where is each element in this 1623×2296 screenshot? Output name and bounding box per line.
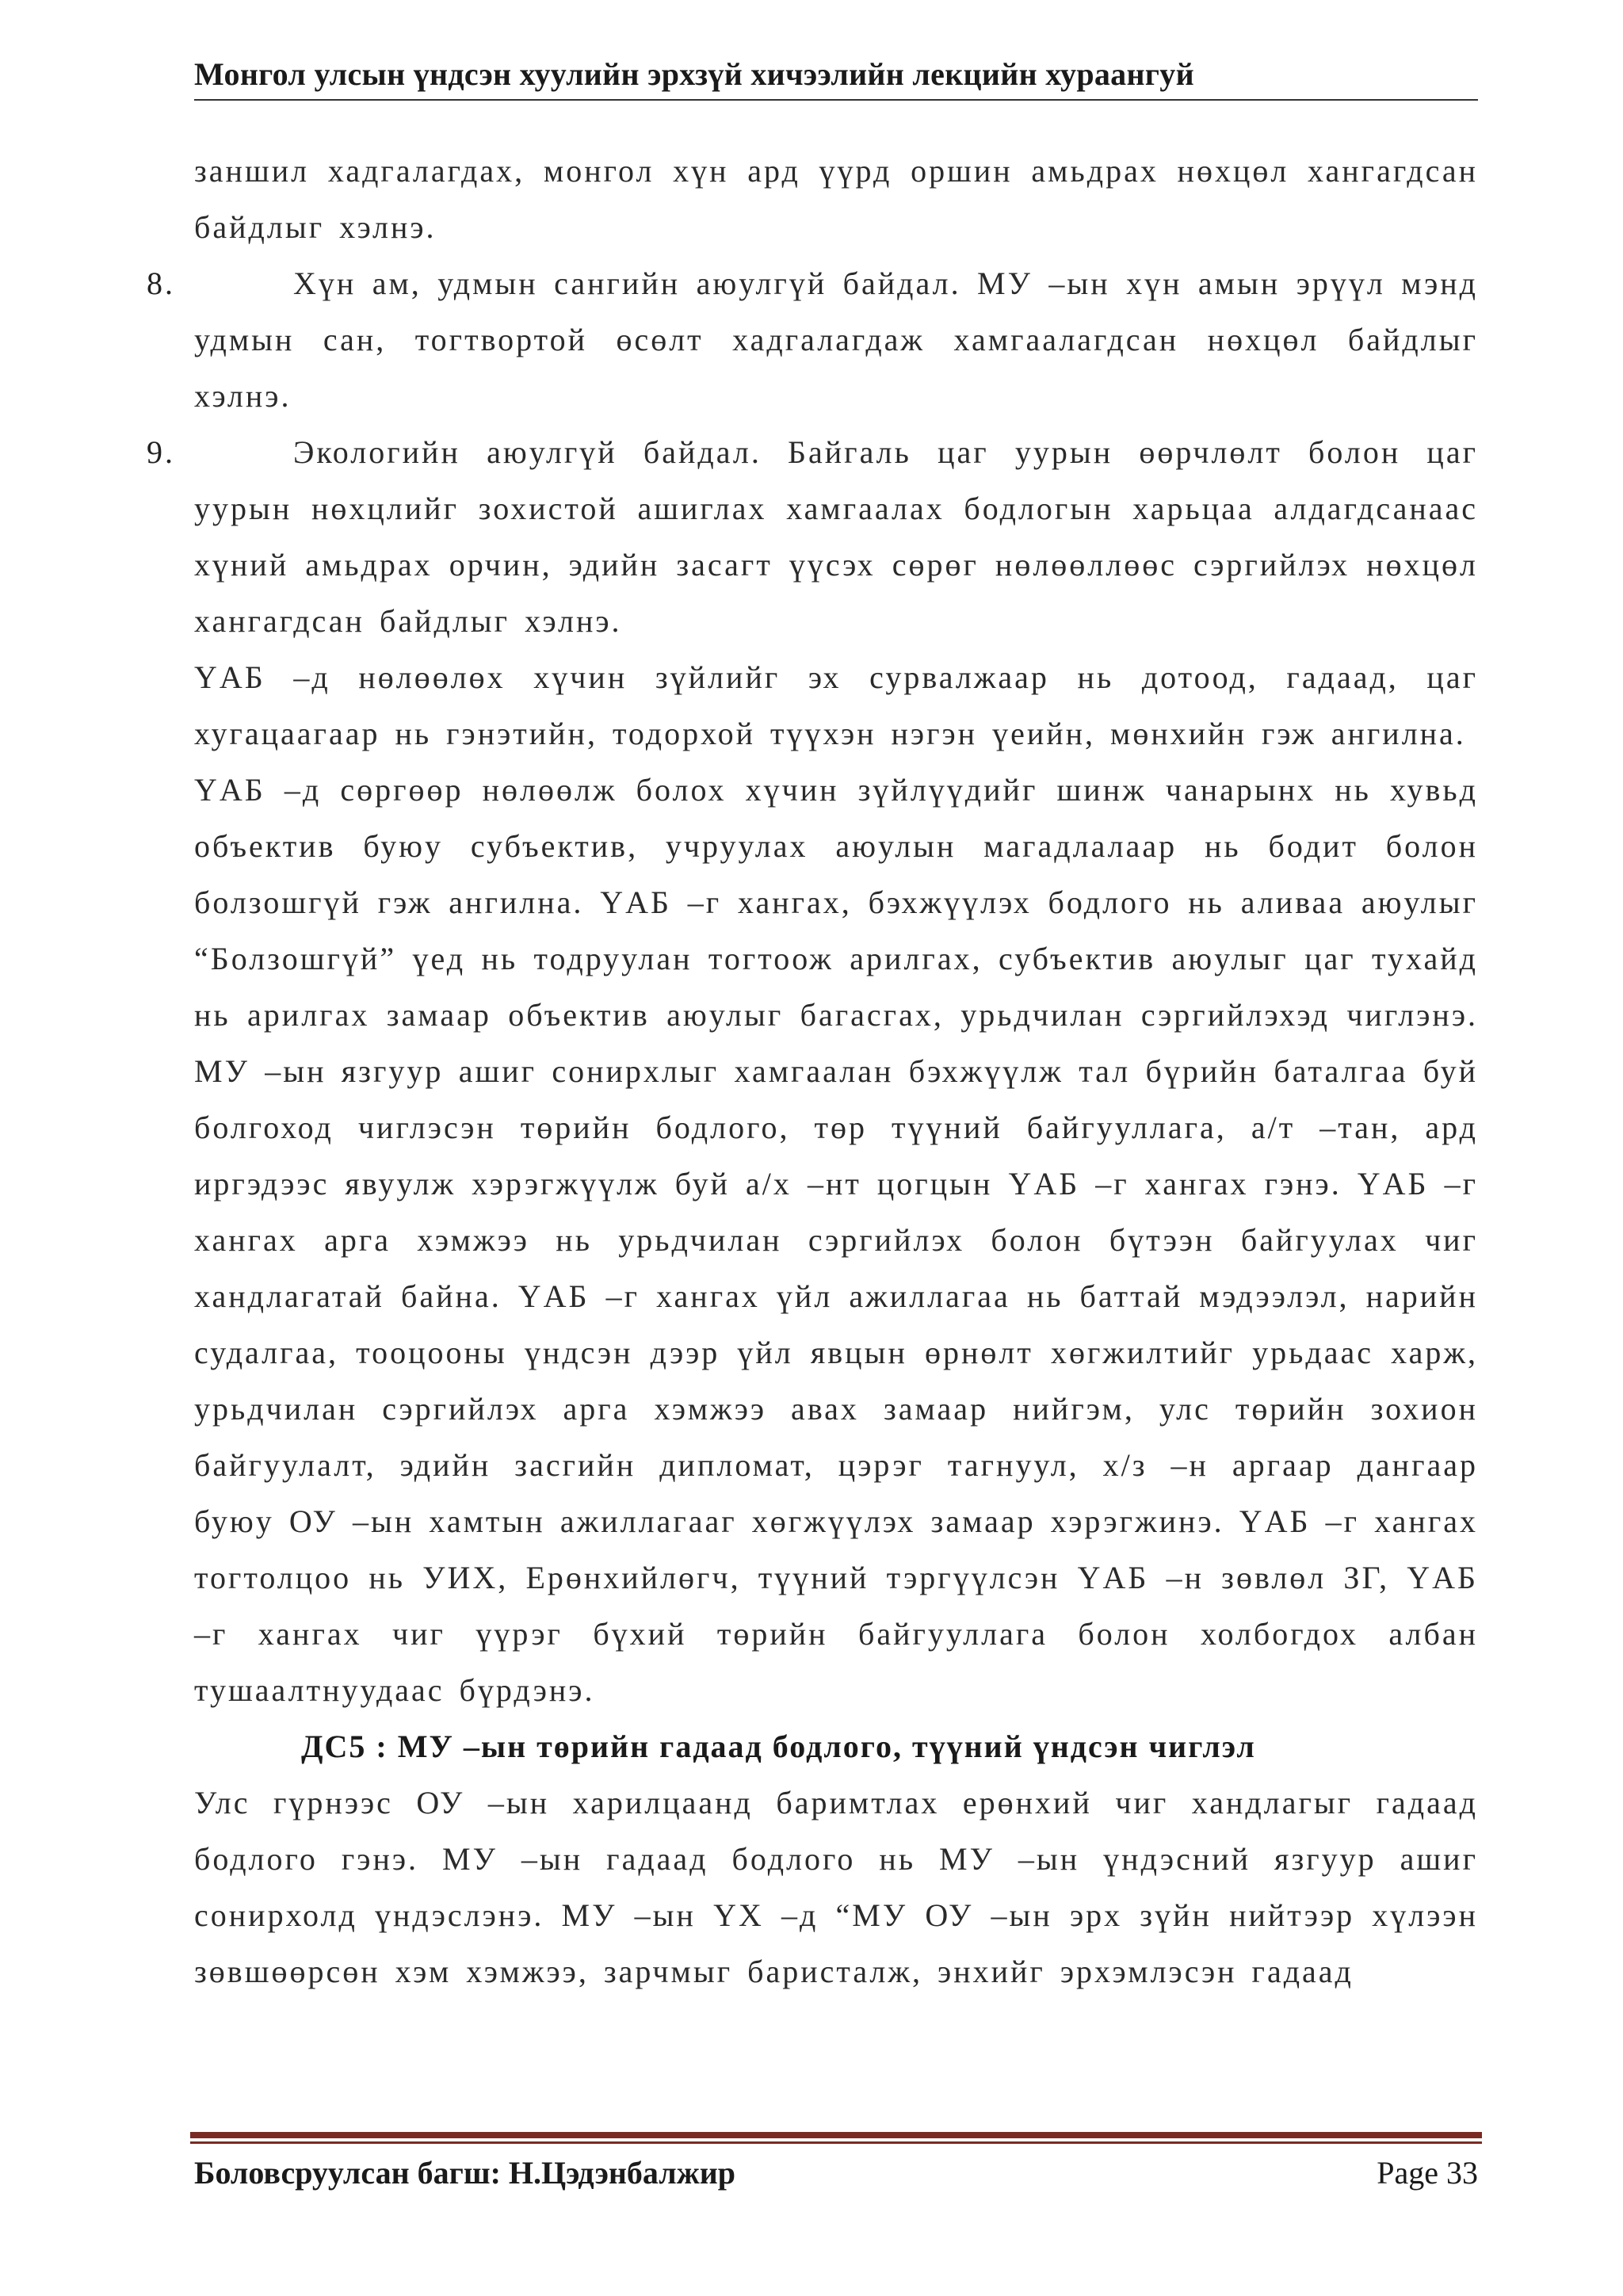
footer-author: Боловсруулсан багш: Н.Цэдэнбалжир [194, 2155, 736, 2191]
list-item-9 [147, 424, 1478, 649]
list-item-text: Хүн ам, удмын сангийн аюулгүй байдал. МУ –ын хүн амын эрүүл мэнд удмын сан, тогтвортой өсөлт хадгалагдаж хамгаалагдсан нөхцөл байдлыг хэлнэ. [194, 266, 1478, 414]
list-item-number: 8. [147, 266, 175, 301]
section-heading: ДС5 : МУ –ын төрийн гадаад бодлого, түүний үндсэн чиглэл [301, 1729, 1256, 1764]
list-item-8 [147, 255, 1478, 424]
page-header [194, 55, 1478, 101]
list-item-number: 9. [147, 434, 175, 470]
footer-divider-thin [190, 2141, 1482, 2144]
footer-divider [190, 2132, 1482, 2138]
paragraph-continuation: заншил хадгалагдах, монгол хүн ард үүрд оршин амьдрах нөхцөл хангагдсан байдлыг хэлнэ. [194, 153, 1478, 245]
paragraph-foreign-policy: Улс гүрнээс ОУ –ын харилцаанд баримтлах ерөнхий чиг хандлагыг гадаад бодлого гэнэ. МУ –ын гадаад бодлого нь МУ –ын үндэсний язгуур ашиг сонирхолд үндэслэнэ. МУ –ын ҮХ –д “МУ ОУ –ын эрх зүйн нийтээр хүлээн зөвшөөрсөн хэм хэмжээ, зарчмыг баристалж, энхийг эрхэмлэсэн гадаад [194, 1785, 1478, 1989]
header-title: Монгол улсын үндсэн хуулийн эрхзүй хичээлийн лекцийн хураангуй [194, 56, 1194, 92]
paragraph-negative-factors: ҮАБ –д сөргөөр нөлөөлж болох хүчин зүйлүүдийг шинж чанарынх нь хувьд объектив буюу субъектив, учруулах аюулын магадлалаар нь бодит болон болзошгүй гэж ангилна. ҮАБ –г хангах, бэхжүүлэх бодлого нь аливаа аюулыг “Болзошгүй” үед нь тодруулан тогтоож арилгах, субъектив аюулыг цаг тухайд нь арилгах замаар объектив аюулыг багасгах, урьдчилан сэргийлэхэд чиглэнэ. МУ –ын язгуур ашиг сонирхлыг хамгаалан бэхжүүлж тал бүрийн баталгаа буй болгоход чиглэсэн төрийн бодлого, төр түүний байгууллага, а/т –тан, ард иргэдээс явуулж хэрэгжүүлж буй а/х –нт цогцын ҮАБ –г хангах гэнэ. ҮАБ –г хангах арга хэмжээ нь урьдчилан сэргийлэх болон бүтээн байгуулах чиг хандлагатай байна. ҮАБ –г хангах үйл ажиллагаа нь баттай мэдээлэл, нарийн судалгаа, тооцооны үндсэн дээр үйл явцын өрнөлт хөгжилтийг урьдаас харж, урьдчилан сэргийлэх арга хэмжээ авах замаар нийгэм, улс төрийн зохион байгуулалт, эдийн засгийн дипломат, цэрэг тагнуул, х/з –н аргаар дангаар буюу ОУ –ын хамтын ажиллагааг хөгжүүлэх замаар хэрэгжинэ. ҮАБ –г хангах тогтолцоо нь УИХ, Ерөнхийлөгч, түүний тэргүүлсэн ҮАБ –н зөвлөл ЗГ, ҮАБ –г хангах чиг үүрэг бүхий төрийн байгууллага болон холбогдох албан тушаалтнуудаас бүрдэнэ. [194, 772, 1478, 1708]
document-body [147, 143, 1478, 2000]
page-number: Page 33 [1377, 2155, 1478, 2191]
page-footer [194, 2154, 1478, 2191]
list-item-text: Экологийн аюулгүй байдал. Байгаль цаг уурын өөрчлөлт болон цаг уурын нөхцлийг зохистой ашиглах хамгаалах бодлогын харьцаа алдагдсанаас хүний амьдрах орчин, эдийн засагт үүсэх сөрөг нөлөөллөөс сэргийлэх нөхцөл хангагдсан байдлыг хэлнэ. [194, 434, 1478, 639]
paragraph-factors: ҮАБ –д нөлөөлөх хүчин зүйлийг эх сурвалжаар нь дотоод, гадаад, цаг хугацаагаар нь гэнэтийн, тодорхой түүхэн нэгэн үеийн, мөнхийн гэж ангилна. [194, 659, 1478, 751]
